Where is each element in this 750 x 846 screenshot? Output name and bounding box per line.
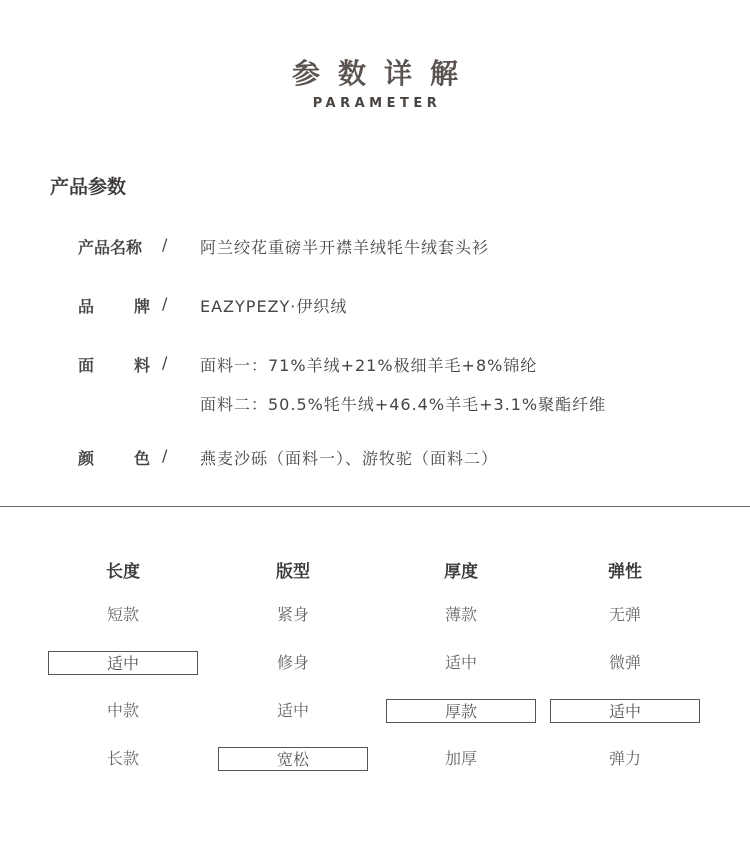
param-separator: /: [162, 446, 168, 465]
attribute-header-fit: 版型: [276, 562, 310, 582]
option-cell: 中款: [106, 701, 139, 720]
param-value-2: 面料二：50.5%牦牛绒+46.4%羊毛+3.1%聚酯纤维: [200, 395, 607, 414]
option-cell: 修身: [276, 653, 309, 672]
param-separator: /: [162, 235, 168, 254]
param-value: 燕麦沙砾（面料一）、游牧驼（面料二）: [200, 449, 499, 468]
page-subtitle: PARAMETER: [312, 96, 442, 111]
param-label-char-1: 面: [78, 356, 95, 375]
param-label-char-2: 料: [133, 356, 150, 375]
option-cell-selected: 适中: [550, 699, 700, 723]
param-separator: /: [162, 353, 168, 372]
attribute-header-thickness: 厚度: [444, 562, 478, 582]
option-cell-selected: 厚款: [386, 699, 536, 723]
option-cell: 紧身: [276, 605, 309, 624]
param-label: [78, 446, 150, 469]
param-label-char-1: 品: [78, 297, 95, 316]
option-cell: 微弹: [608, 653, 641, 672]
option-cell: 适中: [276, 701, 309, 720]
option-cell: 无弹: [608, 605, 641, 624]
param-separator: /: [162, 294, 168, 313]
param-label: [78, 235, 150, 258]
option-cell-selected: 适中: [48, 651, 198, 675]
attribute-header-length: 长度: [106, 562, 140, 582]
param-label-char-1: 颜: [78, 449, 95, 468]
section-title: 产品参数: [50, 176, 127, 198]
option-cell: 适中: [444, 653, 477, 672]
option-cell: 薄款: [444, 605, 477, 624]
param-label: [78, 294, 150, 317]
option-cell-selected: 宽松: [218, 747, 368, 771]
page-title: 参数详解: [291, 57, 476, 90]
param-value: 阿兰绞花重磅半开襟羊绒牦牛绒套头衫: [200, 238, 490, 257]
attribute-header-elasticity: 弹性: [608, 562, 642, 582]
param-label-text: 产品名称: [78, 238, 143, 257]
param-label-char-2: 牌: [133, 297, 150, 316]
param-label: [78, 353, 150, 376]
param-value: EAZYPEZY·伊织绒: [200, 297, 348, 316]
option-cell: 长款: [106, 749, 139, 768]
param-value: 面料一：71%羊绒+21%极细羊毛+8%锦纶: [200, 356, 538, 375]
option-cell: 短款: [106, 605, 139, 624]
section-divider: [0, 506, 750, 507]
option-cell: 弹力: [608, 749, 641, 768]
option-cell: 加厚: [444, 749, 477, 768]
param-label-char-2: 色: [133, 449, 150, 468]
